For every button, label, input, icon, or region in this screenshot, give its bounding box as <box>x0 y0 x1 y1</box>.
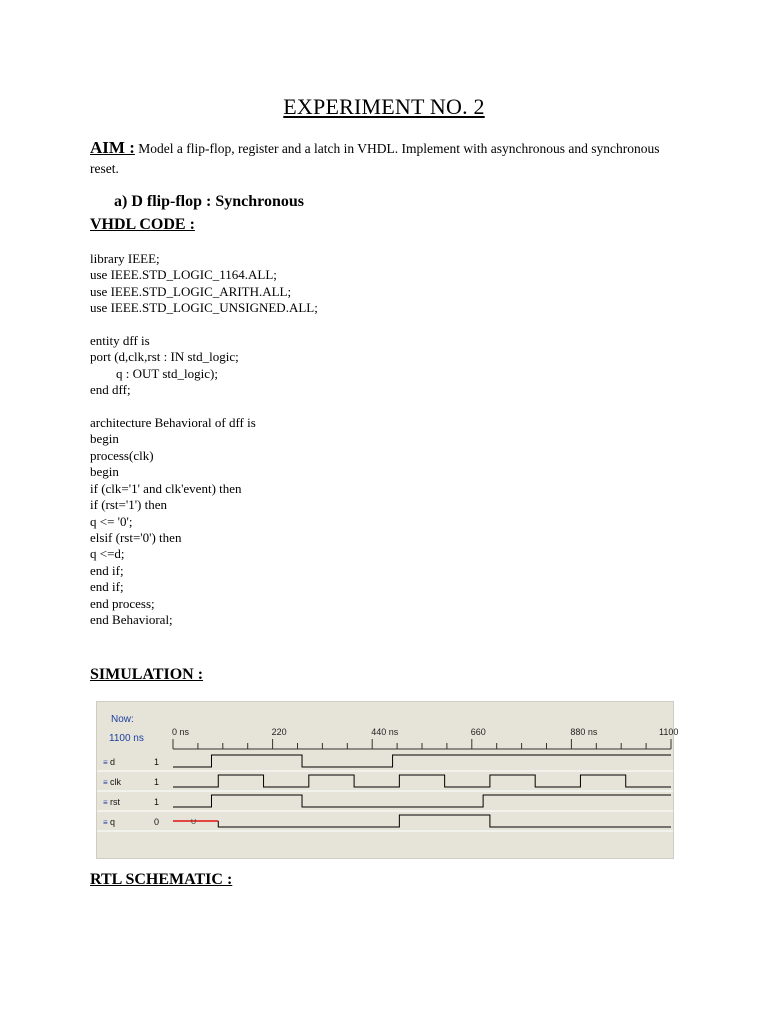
subheading-dff-synchronous: a) D flip-flop : Synchronous <box>114 193 304 210</box>
waveform-chart <box>97 702 679 858</box>
aim-text: Model a flip-flop, register and a latch in VHDL. Implement with asynchronous and synchronous reset. <box>90 141 660 176</box>
now-value: 1100 ns <box>109 733 144 744</box>
page-title: EXPERIMENT NO. 2 <box>283 94 485 119</box>
signal-icon: ≡ <box>103 798 108 807</box>
signal-value: 1 <box>154 757 160 767</box>
signal-value: 0 <box>154 817 160 827</box>
signal-waveform-d <box>173 755 671 767</box>
signal-value: 1 <box>154 797 160 807</box>
undefined-label: U <box>191 819 197 826</box>
signal-waveform-clk <box>173 775 671 787</box>
aim-paragraph <box>90 138 690 179</box>
now-label: Now: <box>111 714 134 725</box>
signal-icon: ≡ <box>103 818 108 827</box>
signal-name: q <box>110 817 116 827</box>
signal-name: clk <box>110 777 121 787</box>
time-tick-label: 440 ns <box>371 727 399 737</box>
vhdl-code-block: library IEEE; use IEEE.STD_LOGIC_1164.ALL; use IEEE.STD_LOGIC_ARITH.ALL; use IEEE.STD_LOGIC_UNSIGNED.ALL; entity dff is port (d,clk,rst : IN std_logic; q : OUT std_logic); end dff; architecture Behavioral of dff is begin process(clk) begin if (clk='1' and clk'event) then if (rst='1') then q <= '0'; elsif (rst='0') then q <=d; end if; end if; end process; end Behavioral; <box>90 251 318 627</box>
signal-value: 1 <box>154 777 160 787</box>
signal-name: rst <box>110 797 120 807</box>
time-tick-label: 880 ns <box>570 727 598 737</box>
vhdl-code-heading: VHDL CODE : <box>90 216 195 233</box>
time-tick-label: 0 ns <box>172 727 190 737</box>
signal-waveform-q <box>218 815 671 827</box>
time-tick-label: 660 <box>470 727 486 737</box>
signal-name: d <box>110 757 116 767</box>
signal-icon: ≡ <box>103 758 108 767</box>
time-tick-label: 1100 <box>659 727 679 737</box>
aim-label: AIM : <box>90 138 135 157</box>
rtl-schematic-heading: RTL SCHEMATIC : <box>90 871 233 888</box>
signal-icon: ≡ <box>103 778 108 787</box>
simulation-heading: SIMULATION : <box>90 666 204 683</box>
time-tick-label: 220 <box>271 727 287 737</box>
simulation-waveform-panel <box>96 701 679 859</box>
signal-waveform-rst <box>173 795 671 807</box>
